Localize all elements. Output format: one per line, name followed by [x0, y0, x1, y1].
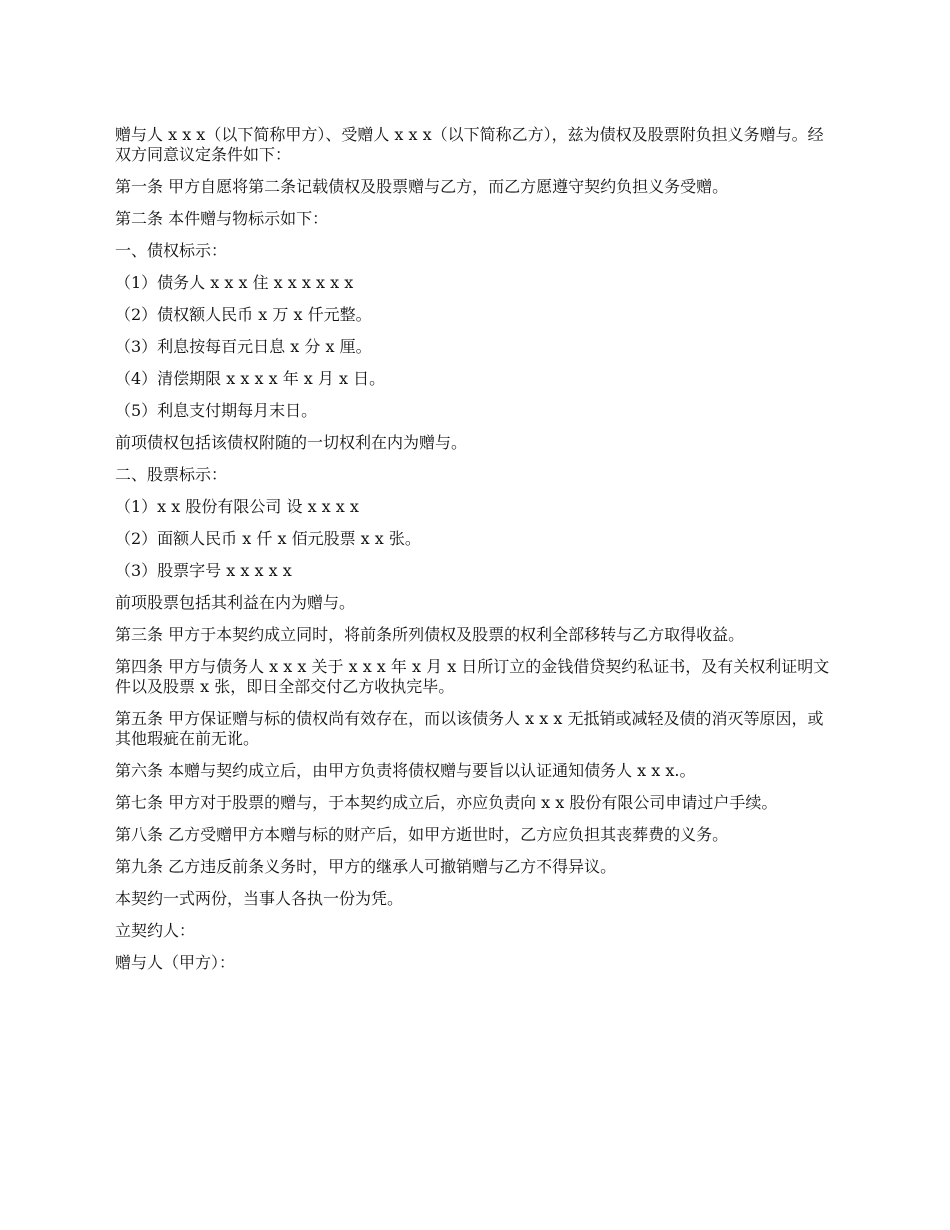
stock-heading: 二、股票标示： — [115, 465, 228, 484]
donor-signature-label: 赠与人（甲方）： — [115, 953, 236, 972]
article-8: 第八条 乙方受赠甲方本赠与标的财产后，如甲方逝世时，乙方应负担其丧葬费的义务。 — [115, 825, 729, 844]
claim-note: 前项债权包括该债权附随的一切权利在内为赠与。 — [115, 433, 468, 452]
stock-item-1: （1）x x 股份有限公司 设 x x x x — [115, 497, 359, 516]
article-3: 第三条 甲方于本契约成立同时，将前条所列债权及股票的权利全部移转与乙方取得收益。 — [115, 625, 745, 644]
article-5: 第五条 甲方保证赠与标的债权尚有效存在，而以该债务人 x x x 无抵销或减轻及债的消灭等原因，或其他瑕疵在前无讹。 — [115, 709, 824, 748]
signatories-label: 立契约人： — [115, 921, 196, 940]
stock-item-3: （3）股票字号 x x x x x — [115, 561, 292, 580]
copies-clause: 本契约一式两份，当事人各执一份为凭。 — [115, 889, 404, 908]
intro-paragraph: 赠与人 x x x（以下简称甲方）、受赠人 x x x（以下简称乙方），兹为债权及股票附负担义务赠与。经双方同意议定条件如下： — [115, 125, 824, 164]
article-6: 第六条 本赠与契约成立后，由甲方负责将债权赠与要旨以认证通知债务人 x x x.。 — [115, 761, 696, 780]
article-1: 第一条 甲方自愿将第二条记载债权及股票赠与乙方，而乙方愿遵守契约负担义务受赠。 — [115, 177, 729, 196]
claim-heading: 一、债权标示： — [115, 241, 228, 260]
article-9: 第九条 乙方违反前条义务时，甲方的继承人可撤销赠与乙方不得异议。 — [115, 857, 617, 876]
stock-item-2: （2）面额人民币 x 仟 x 佰元股票 x x 张。 — [115, 529, 421, 548]
article-7: 第七条 甲方对于股票的赠与，于本契约成立后，亦应负责向 x x 股份有限公司申请过户手续。 — [115, 793, 778, 812]
claim-item-3: （3）利息按每百元日息 x 分 x 厘。 — [115, 337, 372, 356]
claim-item-5: （5）利息支付期每月末日。 — [115, 401, 318, 420]
claim-item-1: （1）债务人 x x x 住 x x x x x x — [115, 273, 354, 292]
article-4: 第四条 甲方与债务人 x x x 关于 x x x 年 x 月 x 日所订立的金钱借贷契约私证书，及有关权利证明文件以及股票 x 张，即日全部交付乙方收执完毕。 — [115, 657, 830, 696]
contract-body — [115, 125, 837, 985]
claim-item-2: （2）债权额人民币 x 万 x 仟元整。 — [115, 305, 372, 324]
stock-note: 前项股票包括其利益在内为赠与。 — [115, 593, 356, 612]
claim-item-4: （4）清偿期限 x x x x 年 x 月 x 日。 — [115, 369, 386, 388]
article-2: 第二条 本件赠与物标示如下： — [115, 209, 329, 228]
